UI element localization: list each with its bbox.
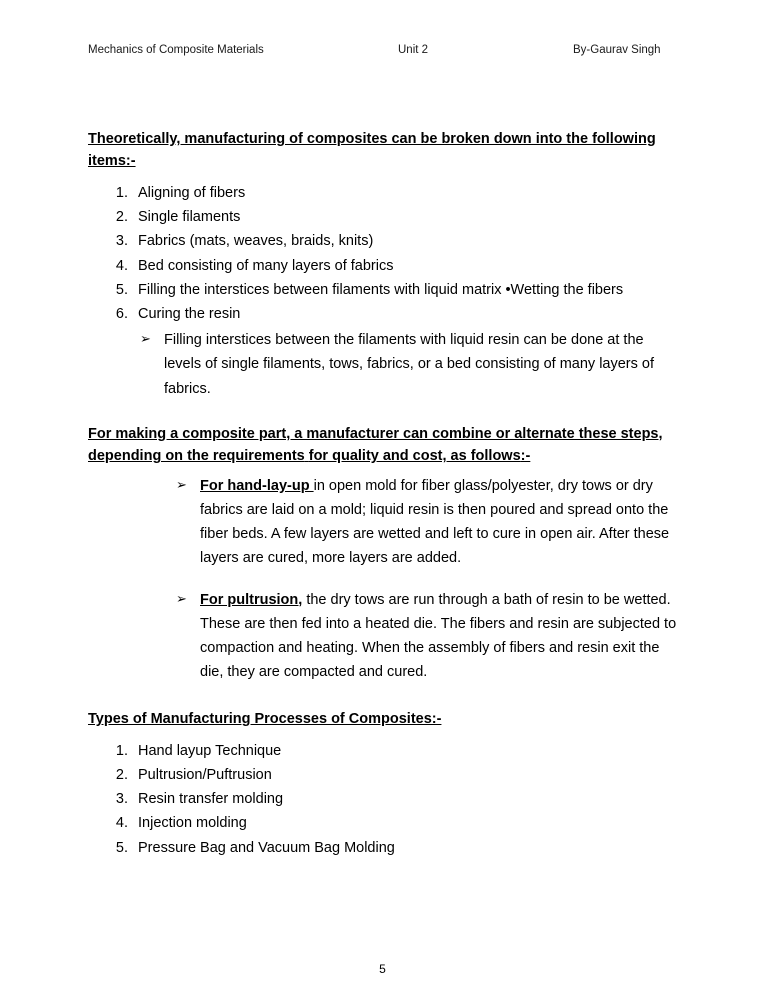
list-item: 5. Pressure Bag and Vacuum Bag Molding: [132, 836, 678, 860]
header-author: By-Gaurav Singh: [573, 44, 661, 56]
section-heading-2-part2: for quality and cost, as follows: [308, 448, 521, 465]
page-header: [88, 44, 677, 56]
list-item: 3. Fabrics (mats, weaves, braids, knits): [132, 229, 678, 253]
list-item: 4. Bed consisting of many layers of fabrics: [132, 254, 678, 278]
list-item: 4. Injection molding: [132, 811, 678, 835]
document-body: [88, 128, 678, 860]
section-heading-2: [88, 423, 678, 468]
filling-interstices-note-list: [88, 328, 678, 401]
hand-lay-up-text: in open mold for fiber glass/polyester, dry tows or dry fabrics are laid on a mold; liquid resin is then poured and spread onto the fiber beds. A few layers are wetted and left to cure in open air. After these layers are cured, more layers are added.: [200, 477, 670, 567]
list-item: 1. Aligning of fibers: [132, 181, 678, 205]
list-item: [176, 474, 678, 571]
process-description-list: [88, 474, 678, 685]
hand-lay-up-label: For hand-lay-up: [200, 477, 314, 494]
manufacturing-processes-list: [88, 739, 678, 860]
header-unit: Unit 2: [398, 44, 429, 56]
list-item: [176, 588, 678, 685]
list-item: 6. Curing the resin: [132, 302, 678, 326]
sublist-wrapper: [88, 328, 678, 401]
list-item: 2. Pultrusion/Puftrusion: [132, 763, 678, 787]
pultrusion-text: the dry tows are run through a bath of resin to be wetted. These are then fed into a heated die. The fibers and resin are subjected to compaction and heating. When the assembly of fibers and resin exit the die, they are compacted and cured.: [200, 591, 677, 681]
section-heading-2-tail: :-: [520, 448, 531, 465]
list-item: 1. Hand layup Technique: [132, 739, 678, 763]
list-item: 5. Filling the interstices between filaments with liquid matrix •Wetting the fibers: [132, 278, 678, 302]
pultrusion-label: For pultrusion,: [200, 591, 303, 608]
manufacturing-steps-list: [88, 181, 678, 326]
list-item: 2. Single filaments: [132, 205, 678, 229]
header-course-title: Mechanics of Composite Materials: [88, 44, 264, 56]
section-heading-2-part1: For making a composite part, a manufacturer can combine or alternate these steps, depending on the requirements: [88, 425, 663, 465]
section-heading-1: Theoretically, manufacturing of composites can be broken down into the following items:-: [88, 131, 656, 170]
section-heading-3: Types of Manufacturing Processes of Composites:-: [88, 711, 442, 728]
list-item: 3. Resin transfer molding: [132, 787, 678, 811]
list-item: ➢ Filling interstices between the filaments with liquid resin can be done at the levels of single filaments, tows, fabrics, or a bed consisting of many layers of fabrics.: [140, 328, 678, 401]
page-number: 5: [379, 962, 386, 976]
